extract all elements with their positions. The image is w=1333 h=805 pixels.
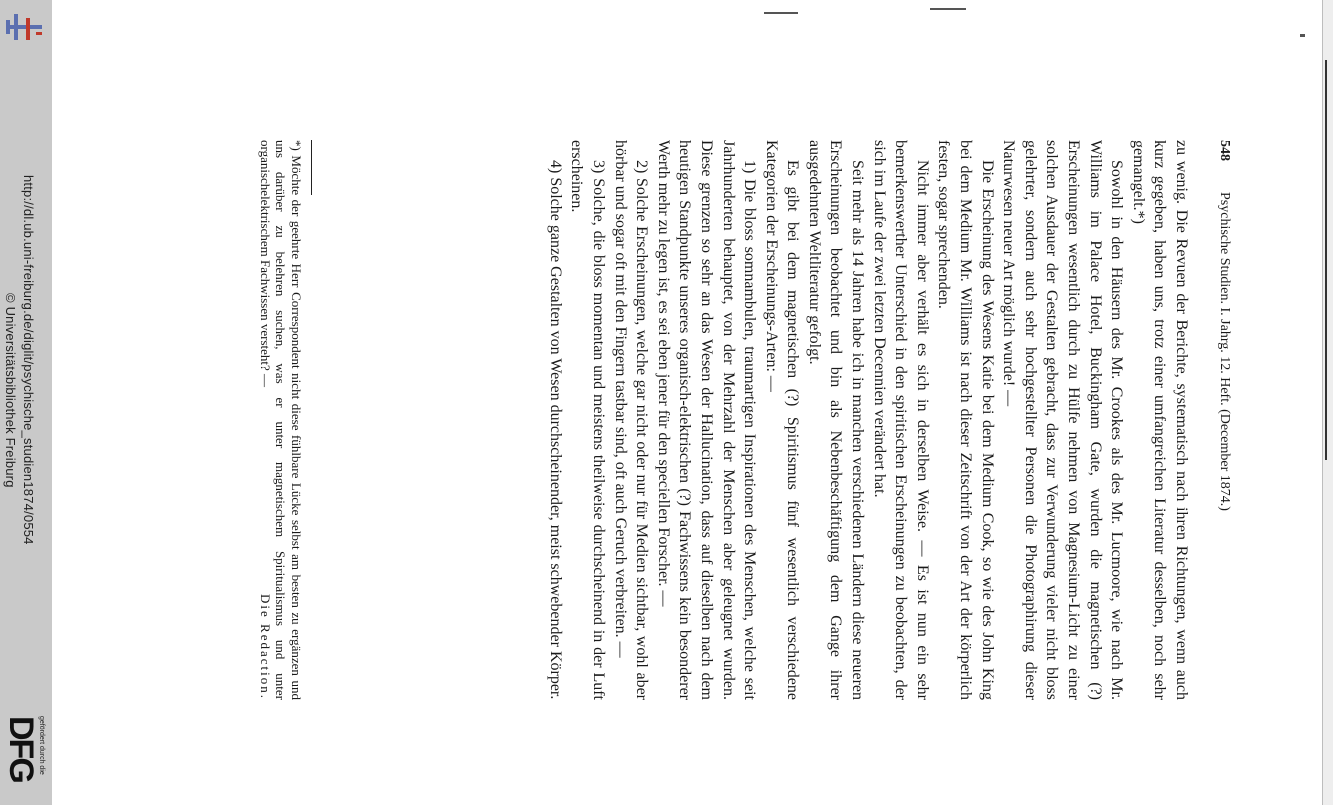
page-number: 548 [1217,140,1232,161]
ub-freiburg-logo-icon [2,8,46,48]
footnote-rule [311,140,312,195]
paragraph: 3) Solche, die bloss momentan und meistens theilweise durchscheinend in der Luft erscheinen. [568,140,607,700]
paragraph: Die Erscheinung des Wesens Katie bei dem Medium Cook, so wie des John King bei dem Medium Mr. Williams ist nach dieser Zeitschrift von der Art der körperlich festen, sogar sprechenden. [935,140,996,700]
paragraph: 1) Die bloss somnambulen, traumartigen Inspirationen des Menschen, welche seit Jahrhunderten behauptet, von der Mehrzahl der Menschen aber geleugnet wurden. Diese grenzen so sehr an das Wesen der Hallucination, dass auf dieselben nach dem heutigen Standpunkte unseres organisch-elektrischen (?) Fachwissens kein besonderer Werth mehr zu legen ist, es sei eben jener für den speciellen Forscher. — [654,140,759,700]
footnote-text: *) Möchte der geehrte Herr Correspondent nicht diese fühlbare Lücke selbst am besten zu ergänzen und uns darüber zu belehren suchen, was er unter magnetischem Spiritualismus und unter organischelektrischem Fachwissen versteht? — [258,140,304,700]
running-head: Psychische Studien. I. Jahrg. 12. Heft. (December 1874.) [1217,192,1232,511]
scanned-page [232,140,1232,700]
paragraph: Nicht immer aber verhält es sich in derselben Weise. — Es ist nun ein sehr bemerkenswerther Unterschied in den spiritischen Erscheinungen zu beobachten, der sich im Laufe der zwei letzten Decennien verändert hat. [870,140,931,700]
paragraph: Sowohl in den Häusern des Mr. Crookes als des Mr. Lucmoore, wie nach Mr. Williams im Palace Hotel, Buckingham Gate, wurden die magnetischen (?) Erscheinungen wesentlich durch zu Hülfe nehmen von Magnesium-Licht zu einer solchen Ausdauer der Gestalten gebracht, dass zur Verwunderung vieler nicht bloss gelehrter, sondern auch sehr hochgestellter Personen die Photographirung dieser Naturwesen neuer Art möglich wurde! — [1000,140,1126,700]
sponsor-caption: gefördert durch die [38,716,45,775]
dfg-logo: DFG [2,716,40,782]
footnote-signature: Die Redaction. [258,594,273,700]
paragraph: 2) Solche Erscheinungen, welche gar nicht oder nur für Medien sichtbar, wohl aber hörbar und sogar oft mit den Fingern tastbar sind, oft auch Geruch verbreiten. — [611,140,651,700]
paragraph: 4) Solche ganze Gestalten von Wesen durchscheinender, meist schwebender Körper. [546,160,564,700]
footnote [258,140,305,700]
source-url[interactable]: http://dl.ub.uni-freiburg.de/diglit/psychische_studien1874/0554 [21,175,36,545]
page-header [1208,140,1232,700]
body-text [544,140,1192,700]
viewer-sidebar [0,0,52,805]
paragraph: Es gibt bei dem magnetischen (?) Spiritismus fünf wesentlich verschiedene Kategorien der Erscheinungs-Arten: — [762,140,802,700]
paragraph: zu wenig. Die Revuen der Berichte, systematisch nach ihren Richtungen, wenn auch kurz gegeben, haben uns, trotz einer umfangreichen Literatur desselben, noch sehr gemangelt.*) [1129,140,1190,700]
scan-speckle [764,12,798,14]
copyright-notice: © Universitätsbibliothek Freiburg [3,293,18,488]
page-edge [1322,0,1333,805]
scan-speckle [930,8,966,10]
scan-speckle [1300,34,1305,37]
scan-speckle [1325,60,1327,460]
paragraph: Seit mehr als 14 Jahren habe ich in manchen verschiedenen Ländern diese neueren Erscheinungen beobachtet und bin als Nebenbeschäftigung dem Gange ihrer ausgedehnten Weltliteratur gefolgt. [805,140,867,700]
